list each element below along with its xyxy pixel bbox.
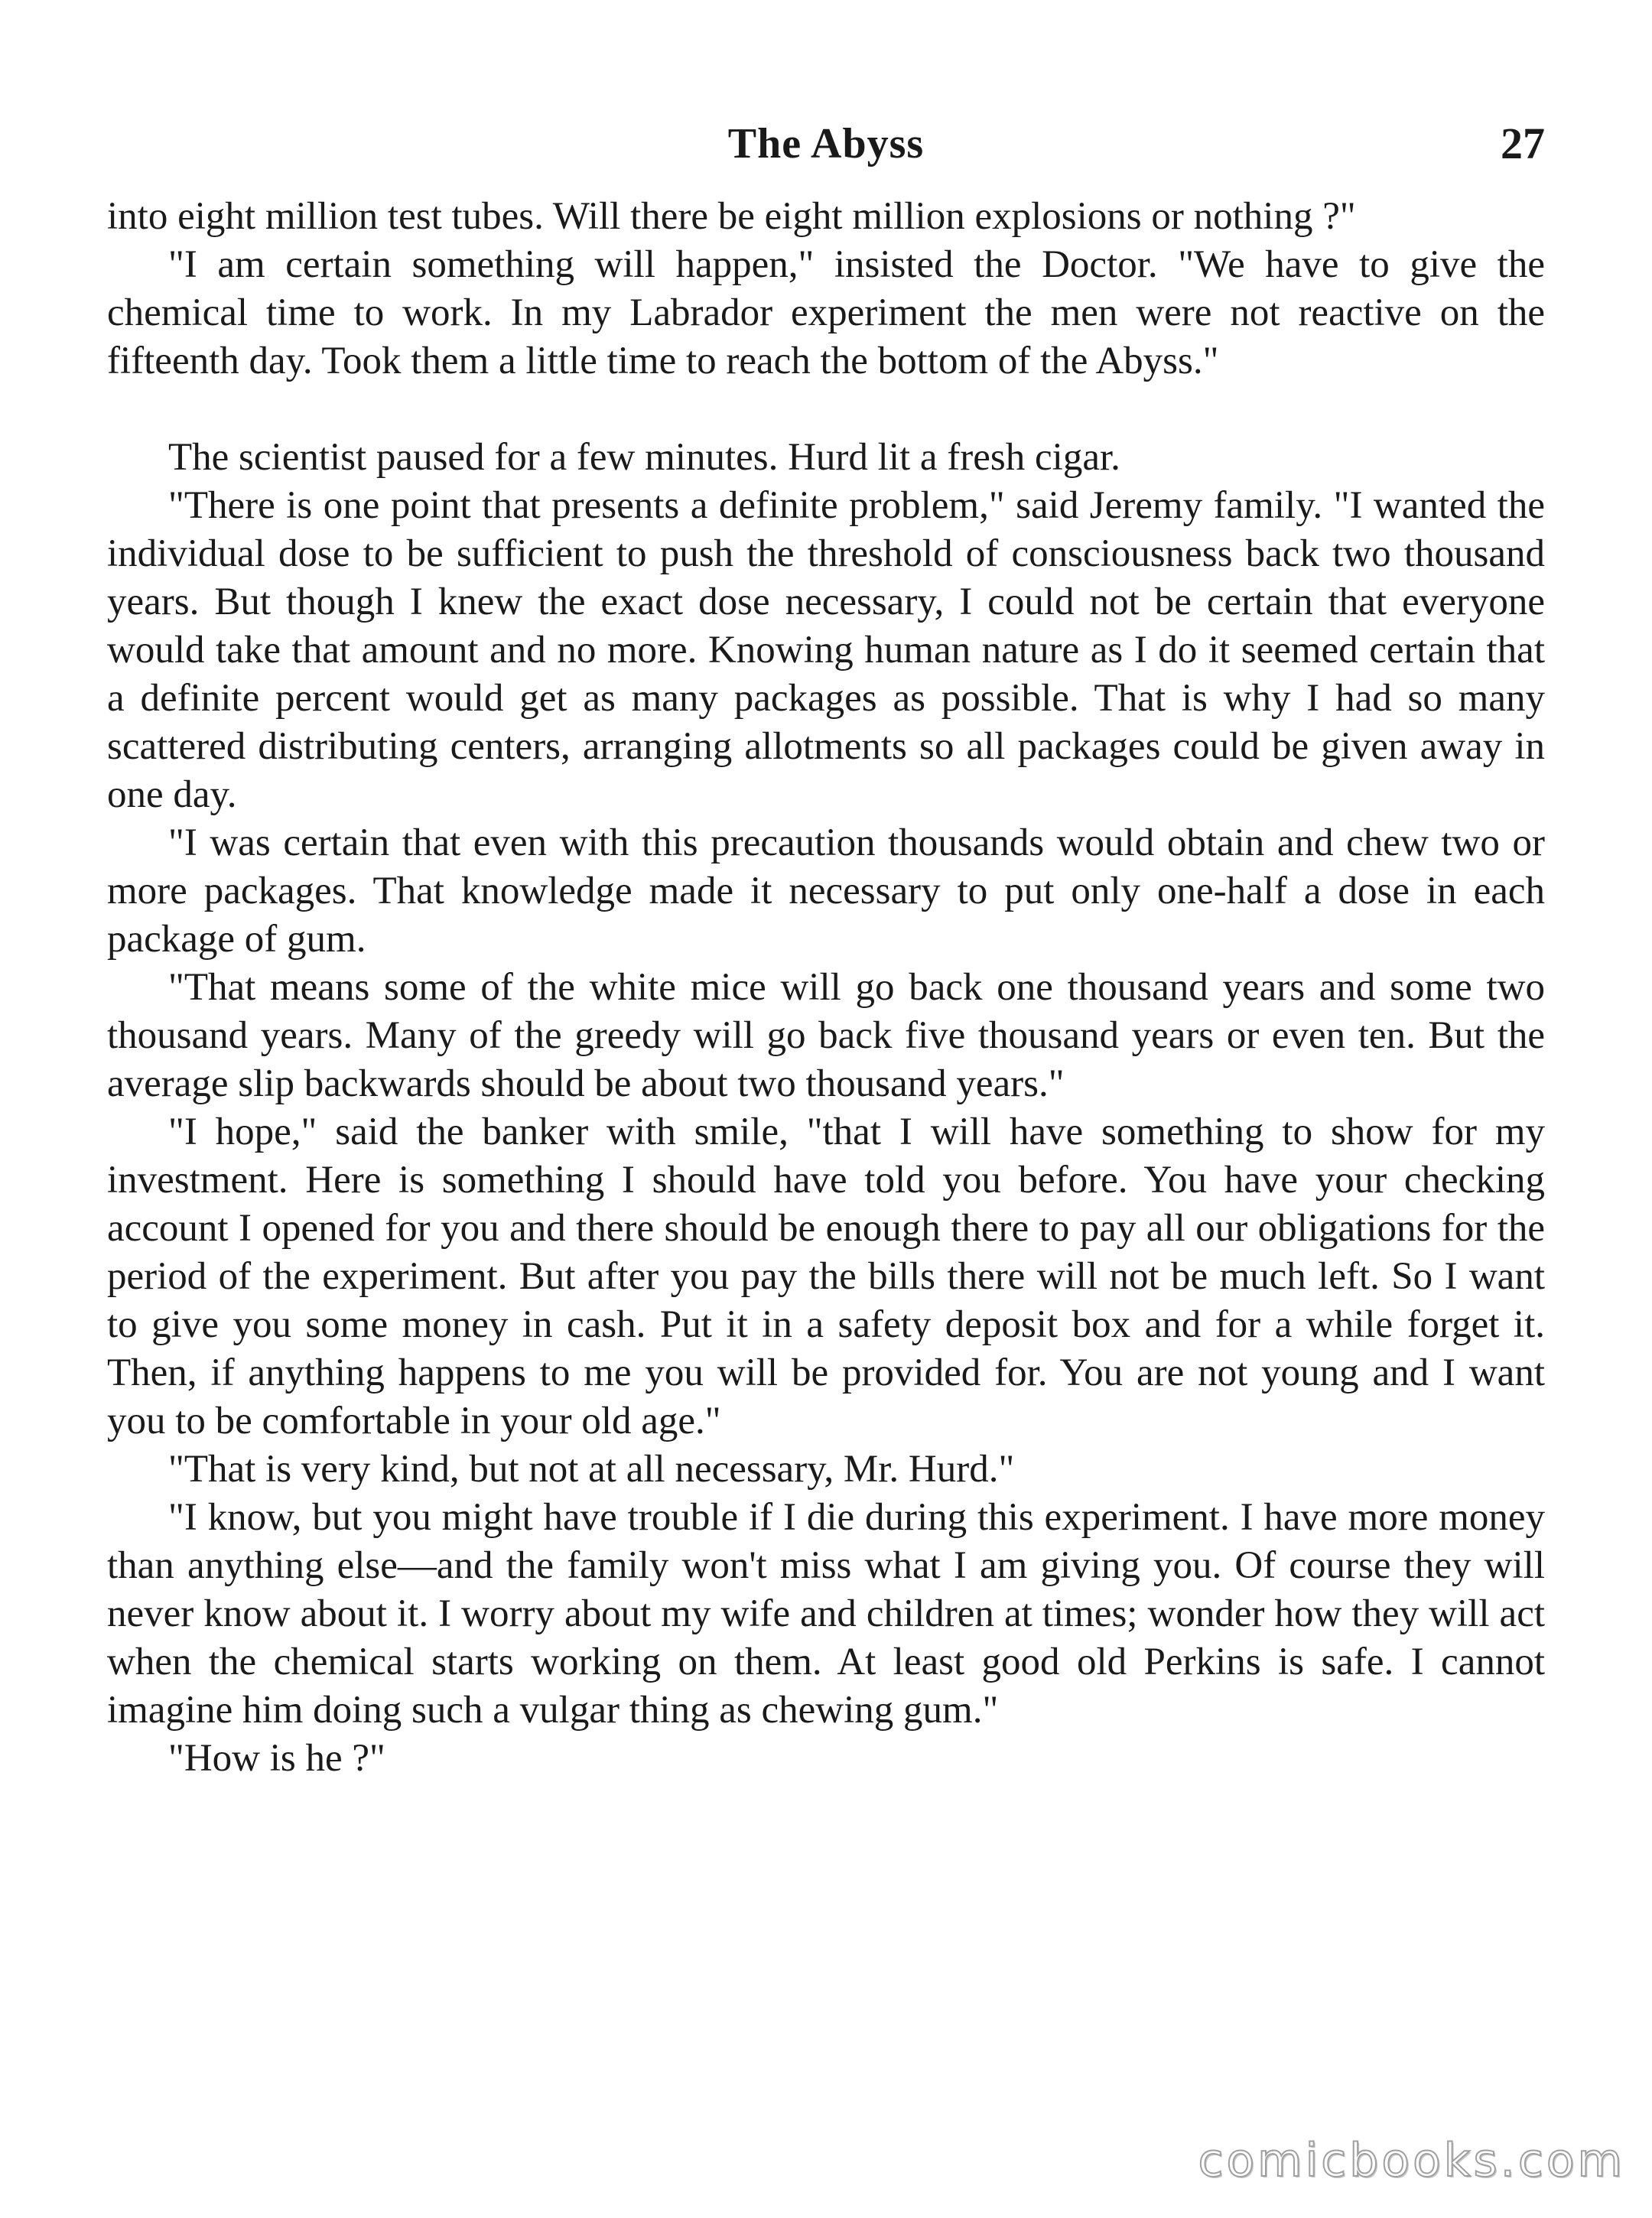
- running-head: [107, 113, 1545, 174]
- paragraph: "I know, but you might have trouble if I die during this experiment. I have more money than anything else—and the family won't miss what I am giving you. Of course they will never know about it. I worry about my wife and children at times; wonder how they will act when the chemical starts working on them. At least good old Perkins is safe. I cannot imagine him doing such a vulgar thing as chewing gum.": [107, 1496, 1545, 1732]
- paragraph: "There is one point that presents a definite problem," said Jeremy family. "I wanted the individual dose to be sufficient to push the threshold of consciousness back two thousand years. But though I knew the exact dose necessary, I could not be certain that everyone would take that amount and no more. Knowing human nature as I do it seemed certain that a definite percent would get as many packages as possible. That is why I had so many scattered distributing centers, arranging allotments so all packages could be given away in one day.: [107, 484, 1545, 816]
- paragraph: "I was certain that even with this precaution thousands would obtain and chew two or more packages. That knowledge made it necessary to put only one-half a dose in each package of gum.: [107, 821, 1545, 961]
- paragraph: "That means some of the white mice will go back one thousand years and some two thousand years. Many of the greedy will go back five thousand years or even ten. But the average slip backwards should be about two thousand years.": [107, 966, 1545, 1105]
- paragraph: The scientist paused for a few minutes. Hurd lit a fresh cigar.: [168, 436, 1120, 479]
- paragraph: "I am certain something will happen," insisted the Doctor. "We have to give the chemical time to work. In my Labrador experiment the men were not reactive on the fifteenth day. Took them a little time to reach the bottom of the Abyss.": [107, 243, 1545, 382]
- body-text: [107, 193, 1545, 1783]
- paragraph: "I hope," said the banker with smile, "that I will have something to show for my investment. Here is something I should have told you before. You have your checking account I opened for you and there should be enough there to pay all our obligations for the period of the experiment. But after you pay the bills there will not be much left. So I want to give you some money in cash. Put it in a safety deposit box and for a while forget it. Then, if anything happens to me you will be provided for. You are not young and I want you to be comfortable in your old age.": [107, 1111, 1545, 1442]
- paragraph: "That is very kind, but not at all necessary, Mr. Hurd.": [168, 1448, 1015, 1491]
- paragraph: "How is he ?": [168, 1737, 385, 1780]
- page-number: 27: [1501, 119, 1545, 168]
- paragraph-continued: into eight million test tubes. Will there be eight million explosions or nothing ?": [107, 195, 1356, 238]
- watermark-logo: comicbooks.com: [1198, 2134, 1625, 2187]
- running-title: The Abyss: [727, 120, 925, 167]
